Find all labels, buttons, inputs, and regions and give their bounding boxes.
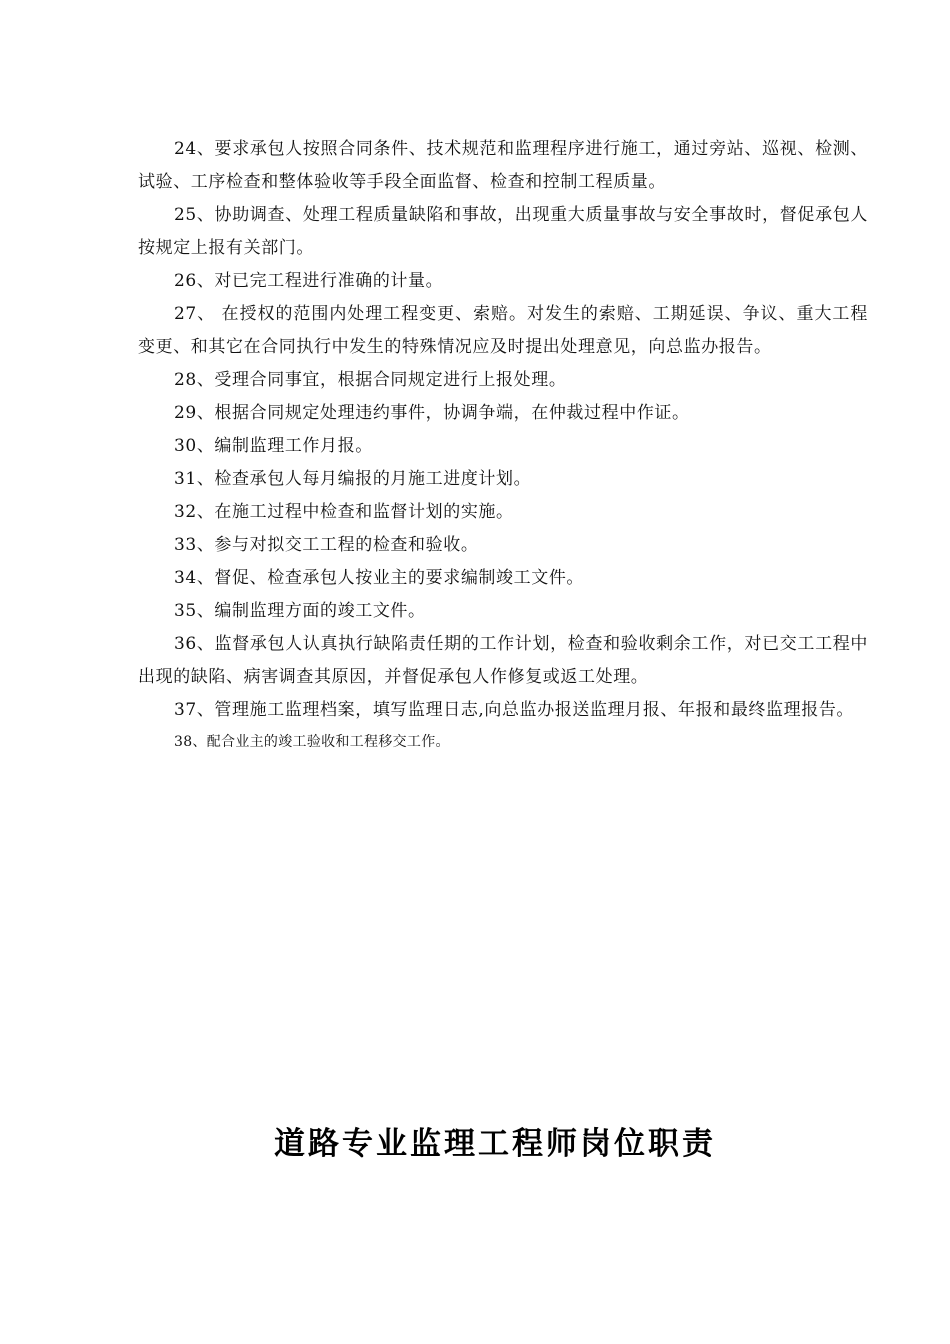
duty-item-32: 32、在施工过程中检查和监督计划的实施。: [174, 502, 514, 522]
duty-item-36: 36、监督承包人认真执行缺陷责任期的工作计划，检查和验收剩余工作，对已交工工程中出现的缺陷、病害调查其原因，并督促承包人作修复或返工处理。: [138, 634, 868, 687]
duty-item-35: 35、编制监理方面的竣工文件。: [174, 601, 426, 621]
duty-item-37: 37、管理施工监理档案，填写监理日志,向总监办报送监理月报、年报和最终监理报告。: [174, 700, 855, 720]
duty-item-34: 34、督促、检查承包人按业主的要求编制竣工文件。: [174, 568, 585, 588]
duty-item-30: 30、编制监理工作月报。: [174, 436, 373, 456]
duty-item-28: 28、受理合同事宜，根据合同规定进行上报处理。: [174, 370, 567, 390]
duty-item-25: 25、协助调查、处理工程质量缺陷和事故，出现重大质量事故与安全事故时，督促承包人按规定上报有关部门。: [138, 205, 868, 258]
duty-item-33: 33、参与对拟交工工程的检查和验收。: [174, 535, 479, 555]
duty-item-38: 38、配合业主的竣工验收和工程移交工作。: [174, 734, 450, 750]
duties-list: [138, 133, 868, 755]
duty-item-27: 27、 在授权的范围内处理工程变更、索赔。对发生的索赔、工期延误、争议、重大工程变更、和其它在合同执行中发生的特殊情况应及时提出处理意见，向总监办报告。: [138, 304, 868, 357]
duty-item-26: 26、对已完工程进行准确的计量。: [174, 271, 444, 291]
duty-item-24: 24、要求承包人按照合同条件、技术规范和监理程序进行施工，通过旁站、巡视、检测、试验、工序检查和整体验收等手段全面监督、检查和控制工程质量。: [138, 139, 868, 192]
duty-item-29: 29、根据合同规定处理违约事件，协调争端，在仲裁过程中作证。: [174, 403, 690, 423]
section-heading: 道路专业监理工程师岗位职责: [274, 1126, 716, 1162]
duty-item-31: 31、检查承包人每月编报的月施工进度计划。: [174, 469, 532, 489]
